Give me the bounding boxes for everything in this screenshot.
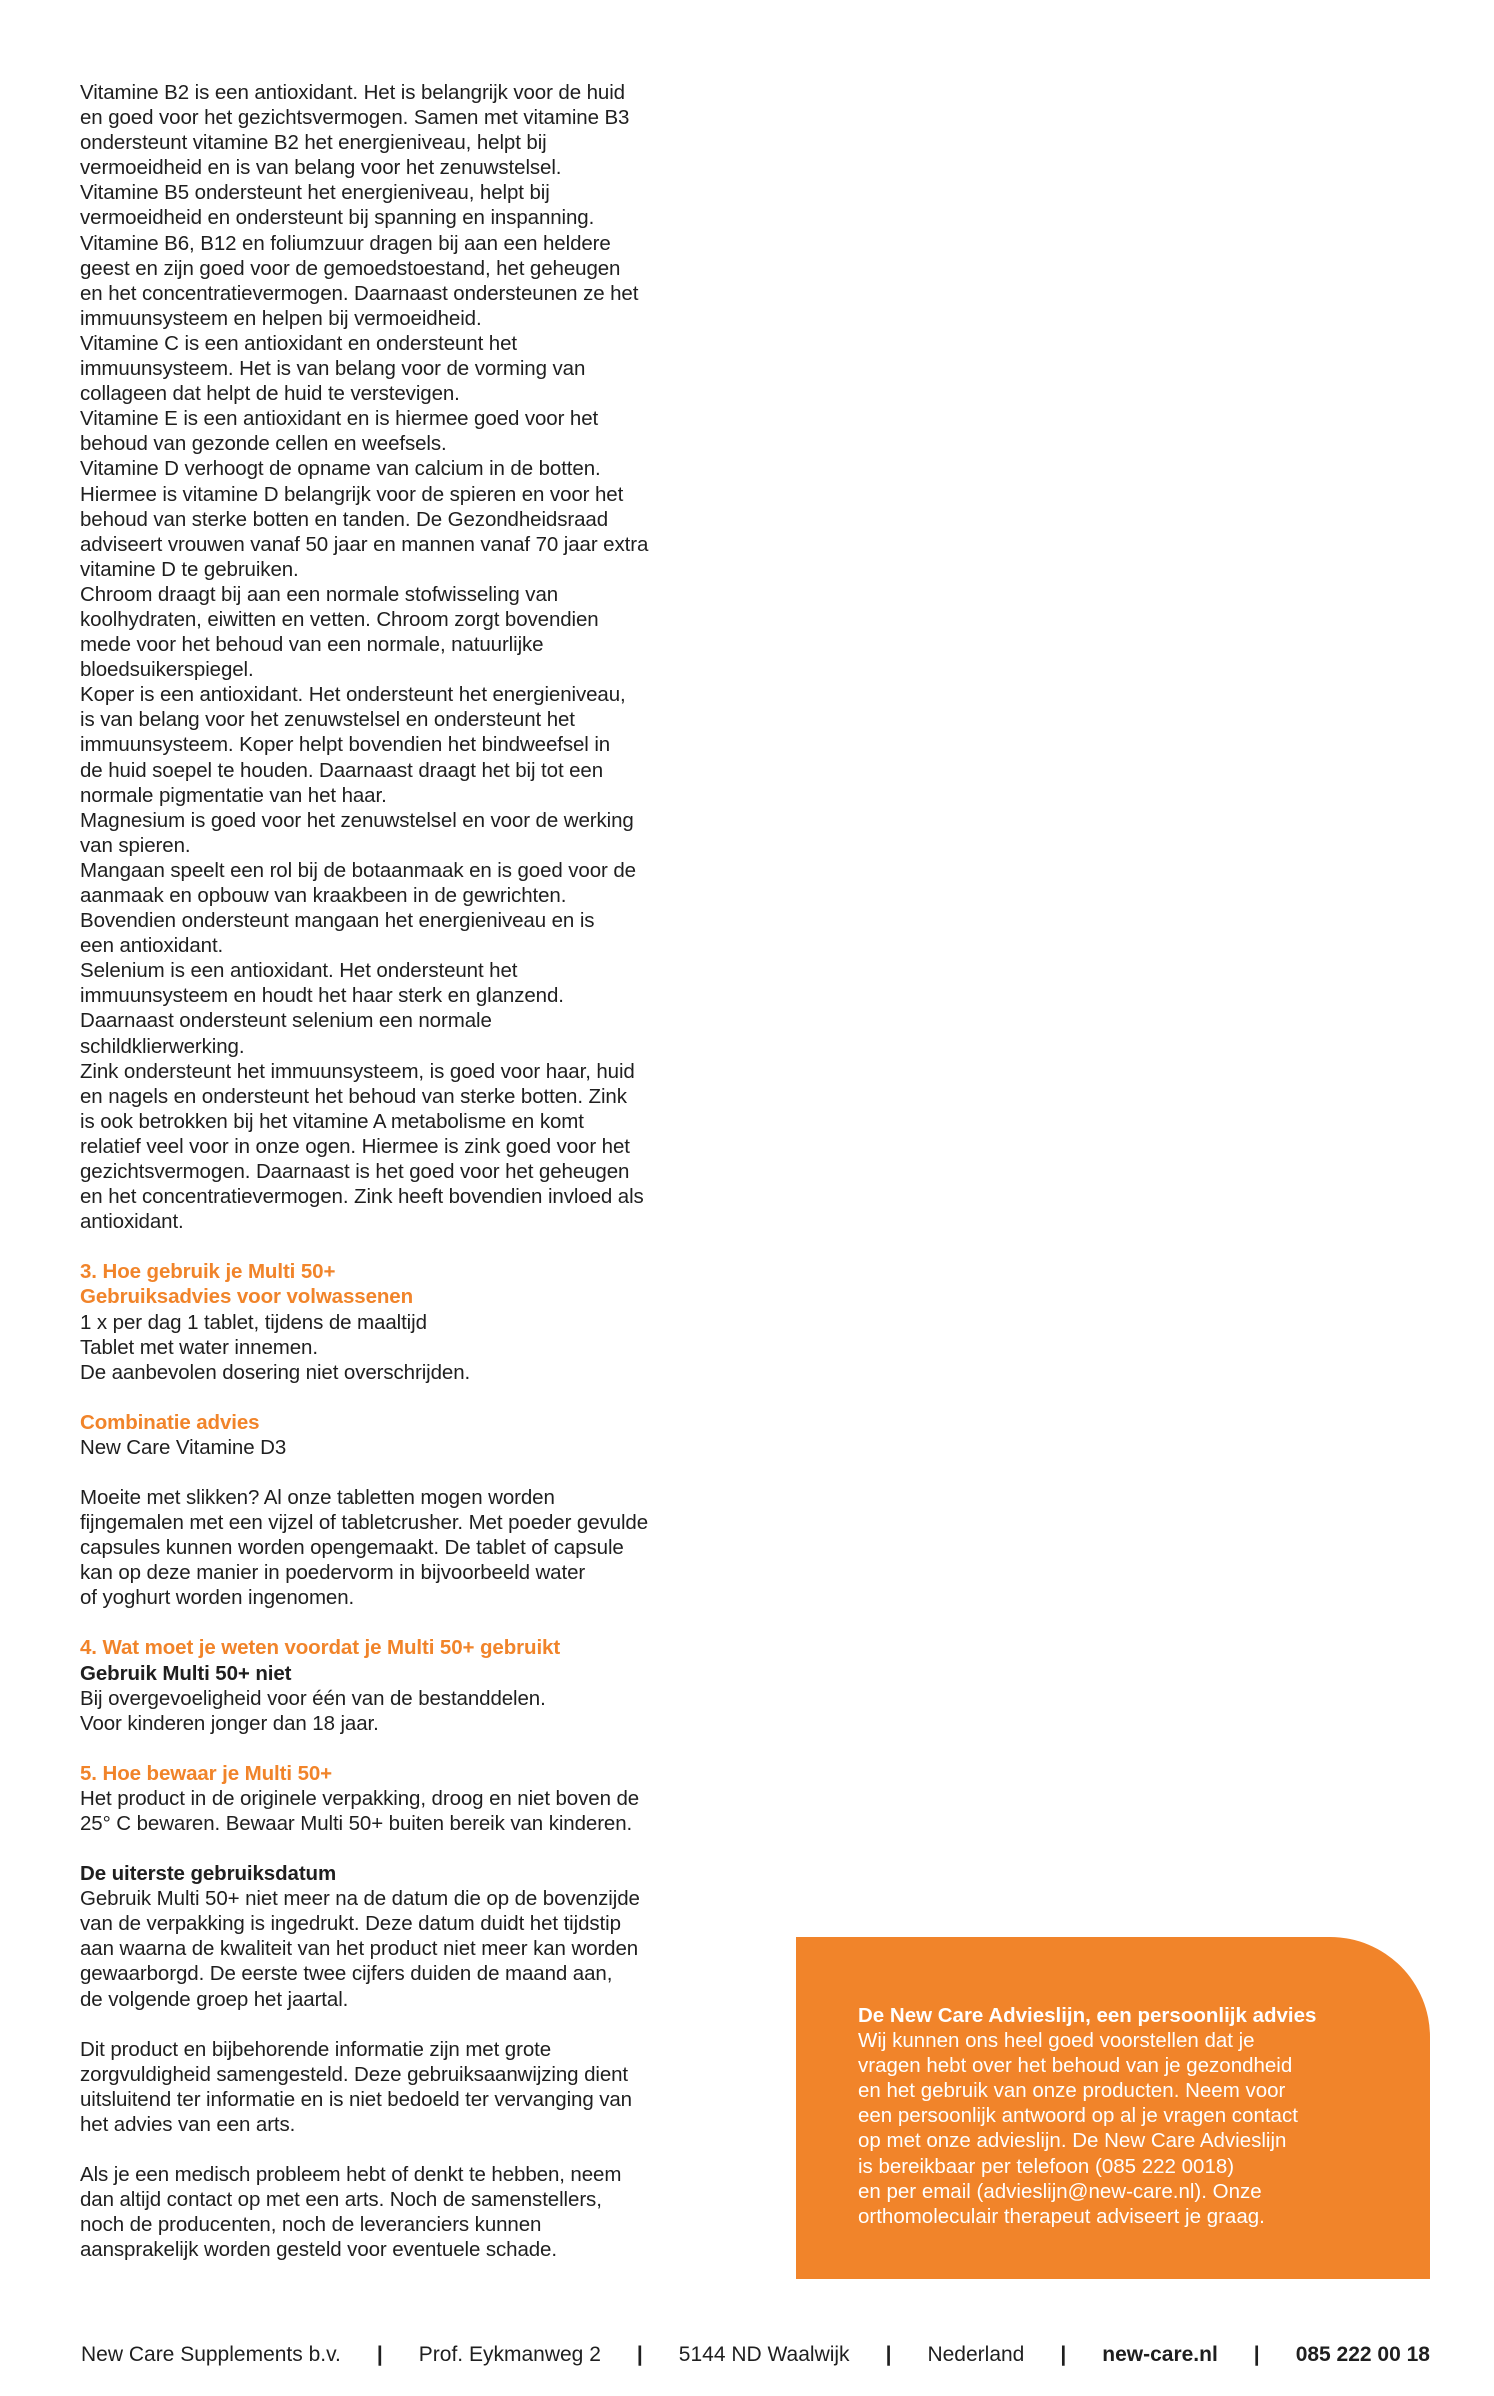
footer-separator: | <box>1253 2343 1260 2366</box>
swallow-text: Moeite met slikken? Al onze tabletten mogen worden fijngemalen met een vijzel of tabletcrusher. Met poeder gevulde capsules kunnen worden opengemaakt. De tablet of capsule kan op deze manier in poedervorm in bijvoorbeeld water of yoghurt worden ingenomen. <box>80 1485 649 1610</box>
footer-country: Nederland <box>927 2343 1025 2366</box>
section5-text: Het product in de originele verpakking, droog en niet boven de 25° C bewaren. Bewaar Multi 50+ buiten bereik van kinderen. <box>80 1786 640 1835</box>
section4-subheading: Gebruik Multi 50+ niet <box>80 1661 292 1685</box>
footer-postcode-city: 5144 ND Waalwijk <box>678 2343 850 2366</box>
footer-company: New Care Supplements b.v. <box>81 2343 341 2366</box>
section4-heading: 4. Wat moet je weten voordat je Multi 50+ gebruikt <box>80 1636 561 1660</box>
footer-website-link[interactable]: new-care.nl <box>1102 2343 1218 2366</box>
disclaimer-text: Dit product en bijbehorende informatie zijn met grote zorgvuldigheid samengesteld. Deze gebruiksaanwijzing dient uitsluitend ter informatie en is niet bedoeld ter vervanging van het advies van een arts. <box>80 2037 632 2136</box>
footer-phone: 085 222 00 18 <box>1295 2343 1430 2366</box>
footer-separator: | <box>376 2343 383 2366</box>
combination-text: New Care Vitamine D3 <box>80 1435 287 1459</box>
expiry-text: Gebruik Multi 50+ niet meer na de datum die op de bovenzijde van de verpakking is ingedrukt. Deze datum duidt het tijdstip aan waarna de kwaliteit van het product niet meer kan worden gewaarborgd. De eerste twee cijfers duiden de maand aan, de volgende groep het jaartal. <box>80 1887 640 2011</box>
medical-text: Als je een medisch probleem hebt of denkt te hebben, neem dan altijd contact op met een arts. Noch de samenstellers, noch de producenten, noch de leveranciers kunnen aansprakelijk worden gesteld voor eventuele schade. <box>80 2163 622 2262</box>
footer-separator: | <box>1060 2343 1067 2366</box>
expiry-heading: De uiterste gebruiksdatum <box>80 1862 337 1886</box>
advice-box-text: Wij kunnen ons heel goed voorstellen dat je vragen hebt over het behoud van je gezondheid en het gebruik van onze producten. Neem voor een persoonlijk antwoord op al je vragen contact op met onze advieslijn. De New Care Advieslijn is bereikbaar per telefoon (085 222 0018) en per email (advieslijn@new-care.nl). Onze orthomoleculair therapeut adviseert je graag. <box>858 2029 1298 2228</box>
advice-box-title: De New Care Advieslijn, een persoonlijk advies <box>858 2004 1317 2027</box>
section3-heading: 3. Hoe gebruik je Multi 50+ <box>80 1260 336 1284</box>
section3-subheading: Gebruiksadvies voor volwassenen <box>80 1285 414 1309</box>
section5-heading: 5. Hoe bewaar je Multi 50+ <box>80 1761 333 1785</box>
combination-heading: Combinatie advies <box>80 1410 260 1434</box>
vitamins-description: Vitamine B2 is een antioxidant. Het is belangrijk voor de huid en goed voor het gezichtsvermogen. Samen met vitamine B3 ondersteunt vitamine B2 het energieniveau, helpt bij vermoeidheid en is van belang voor het zenuwstelsel. Vitamine B5 ondersteunt het energieniveau, helpt bij vermoeidheid en ondersteunt bij spanning en inspanning. Vitamine B6, B12 en foliumzuur dragen bij aan een heldere geest en zijn goed voor de gemoedstoestand, het geheugen en het concentratievermogen. Daarnaast ondersteunen ze het immuunsysteem en helpen bij vermoeidheid. Vitamine C is een antioxidant en ondersteunt het immuunsysteem. Het is van belang voor de vorming van collageen dat helpt de huid te verstevigen. Vitamine E is een antioxidant en is hiermee goed voor het behoud van gezonde cellen en weefsels. Vitamine D verhoogt de opname van calcium in de botten. Hiermee is vitamine D belangrijk voor de spieren en voor het behoud van sterke botten en tanden. De Gezondheidsraad adviseert vrouwen vanaf 50 jaar en mannen vanaf 70 jaar extra vitamine D te gebruiken. Chroom draagt bij aan een normale stofwisseling van koolhydraten, eiwitten en vetten. Chroom zorgt bovendien mede voor het behoud van een normale, natuurlijke bloedsuikerspiegel. Koper is een antioxidant. Het ondersteunt het energieniveau, is van belang voor het zenuwstelsel en ondersteunt het immuunsysteem. Koper helpt bovendien het bindweefsel in de huid soepel te houden. Daarnaast draagt het bij tot een normale pigmentatie van het haar. Magnesium is goed voor het zenuwstelsel en voor de werking van spieren. Mangaan speelt een rol bij de botaanmaak en is goed voor de aanmaak en opbouw van kraakbeen in de gewrichten. Bovendien ondersteunt mangaan het energieniveau en is een antioxidant. Selenium is een antioxidant. Het ondersteunt het immuunsysteem en houdt het haar sterk en glanzend. Daarnaast ondersteunt selenium een normale schildklierwerking. Zink ondersteunt het immuunsysteem, is goed voor haar, huid en nagels en ondersteunt het behoud van sterke botten. Zink is ook betrokken bij het vitamine A metabolisme en komt relatief veel voor in onze ogen. Hiermee is zink goed voor het gezichtsvermogen. Daarnaast is het goed voor het geheugen en het concentratievermogen. Zink heeft bovendien invloed als antioxidant. <box>80 81 649 1234</box>
section3-usage-text: 1 x per dag 1 tablet, tijdens de maaltijd Tablet met water innemen. De aanbevolen dosering niet overschrijden. <box>80 1310 471 1384</box>
advice-line-box <box>796 1937 1430 2279</box>
main-text-column <box>80 80 720 2262</box>
footer-separator: | <box>636 2343 643 2366</box>
section4-text: Bij overgevoeligheid voor één van de bestanddelen. Voor kinderen jonger dan 18 jaar. <box>80 1686 546 1735</box>
footer <box>81 2343 1430 2367</box>
footer-separator: | <box>885 2343 892 2366</box>
footer-street: Prof. Eykmanweg 2 <box>418 2343 601 2366</box>
